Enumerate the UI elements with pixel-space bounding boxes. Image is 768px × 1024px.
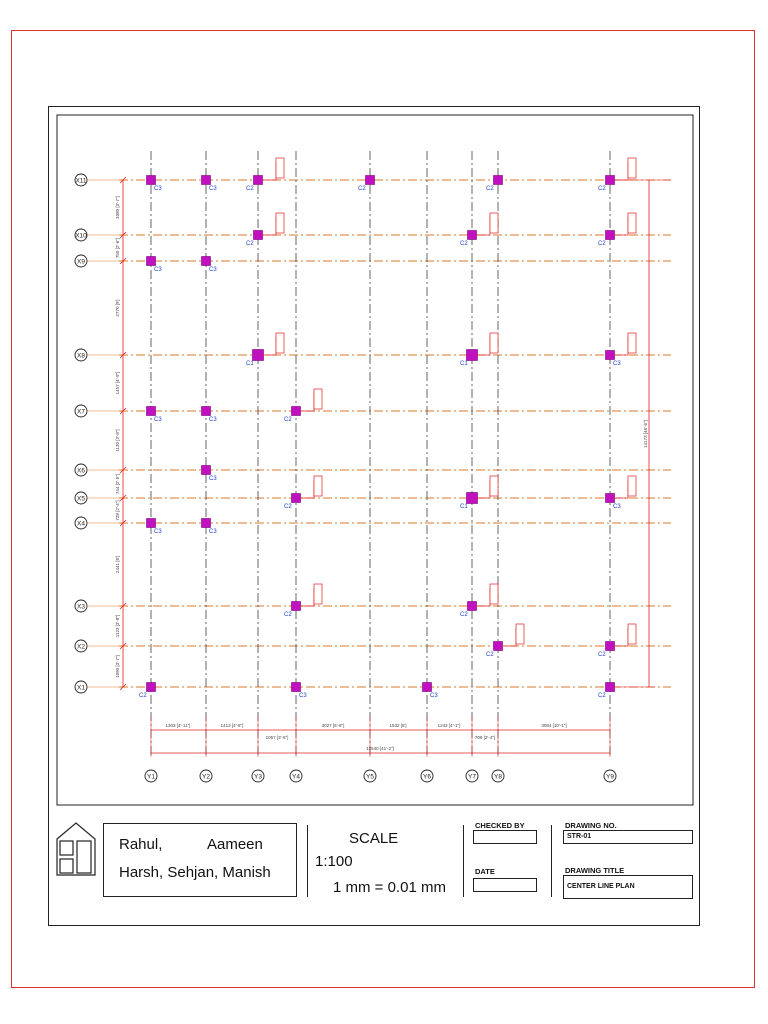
grid-label-y7: Y7 bbox=[468, 773, 476, 781]
column-9 bbox=[606, 231, 615, 240]
column-28 bbox=[147, 683, 156, 692]
column-leader-20 bbox=[476, 480, 490, 498]
column-23 bbox=[202, 519, 211, 528]
column-size-tag-3 bbox=[276, 158, 284, 178]
grid-label-y9: Y9 bbox=[606, 773, 614, 781]
date-field[interactable] bbox=[473, 878, 537, 892]
dim-bottom-text-1: 1303 [4'-11"] bbox=[165, 723, 191, 728]
grid-label-x9: X9 bbox=[77, 258, 85, 266]
column-19 bbox=[292, 494, 301, 503]
drawing-no-label: DRAWING NO. bbox=[565, 821, 617, 830]
dim-bottom-text-4: 1532 [5'] bbox=[389, 723, 407, 728]
dim-bottom-text-5: 1242 [4'-1"] bbox=[437, 723, 461, 728]
column-mark-23: C3 bbox=[209, 529, 217, 535]
grid-label-x10: X10 bbox=[75, 232, 87, 240]
column-15 bbox=[147, 407, 156, 416]
column-14 bbox=[606, 351, 615, 360]
column-size-tag-6 bbox=[628, 158, 636, 178]
column-mark-11: C3 bbox=[209, 267, 217, 273]
dim-left-text-7: 728 [2'-4"] bbox=[115, 500, 120, 521]
column-mark-31: C2 bbox=[598, 693, 606, 699]
column-mark-2: C3 bbox=[209, 186, 217, 192]
author-name-2: Aameen bbox=[207, 836, 263, 853]
column-mark-24: C2 bbox=[284, 612, 292, 618]
column-16 bbox=[202, 407, 211, 416]
dim-right-text: 14173 [46'-6"] bbox=[643, 420, 648, 448]
column-mark-15: C3 bbox=[154, 417, 162, 423]
column-mark-27: C2 bbox=[598, 652, 606, 658]
grid-label-x8: X8 bbox=[77, 352, 85, 360]
column-mark-21: C3 bbox=[613, 504, 621, 510]
column-27 bbox=[606, 642, 615, 651]
grid-label-y8: Y8 bbox=[494, 773, 502, 781]
column-leader-6 bbox=[614, 162, 628, 180]
dim-left-text-10: 1090 [3'-7"] bbox=[115, 655, 120, 678]
grid-label-y6: Y6 bbox=[423, 773, 431, 781]
grid-label-y5: Y5 bbox=[366, 773, 374, 781]
column-30 bbox=[423, 683, 432, 692]
column-size-tag-9 bbox=[628, 213, 636, 233]
column-3 bbox=[254, 176, 263, 185]
column-2 bbox=[202, 176, 211, 185]
grid-label-x3: X3 bbox=[77, 603, 85, 611]
column-size-tag-25 bbox=[490, 584, 498, 604]
column-mark-6: C2 bbox=[598, 186, 606, 192]
dim-left-text-5: 1130 [3'-8"] bbox=[115, 429, 120, 452]
column-size-tag-7 bbox=[276, 213, 284, 233]
drawing-no-field: STR-01 bbox=[563, 830, 693, 844]
column-size-tag-24 bbox=[314, 584, 322, 604]
dim-left-text-1: 1080 [3'-7"] bbox=[115, 196, 120, 219]
column-mark-5: C2 bbox=[486, 186, 494, 192]
drawing-title-field: CENTER LINE PLAN bbox=[563, 875, 693, 899]
column-mark-26: C2 bbox=[486, 652, 494, 658]
column-size-tag-27 bbox=[628, 624, 636, 644]
dim-bottom-text-9: 12540 [41'-2"] bbox=[366, 746, 394, 751]
column-4 bbox=[366, 176, 375, 185]
column-mark-12: C1 bbox=[246, 361, 254, 367]
column-13 bbox=[467, 350, 478, 361]
column-mark-7: C2 bbox=[246, 241, 254, 247]
grid-label-x4: X4 bbox=[77, 520, 85, 528]
divider-3 bbox=[551, 825, 552, 897]
column-mark-14: C3 bbox=[613, 361, 621, 367]
dim-left-text-6: 744 [2'-5"] bbox=[115, 473, 120, 495]
dim-left-text-2: 750 [2'-6"] bbox=[115, 237, 120, 259]
column-size-tag-17 bbox=[314, 389, 322, 409]
dim-left-text-4: 1457 [4'-9"] bbox=[115, 371, 120, 395]
column-leader-13 bbox=[476, 337, 490, 355]
column-10 bbox=[147, 257, 156, 266]
scale-ratio: 1:100 bbox=[315, 853, 353, 870]
house-logo-icon bbox=[55, 819, 97, 877]
column-mark-1: C3 bbox=[154, 186, 162, 192]
column-7 bbox=[254, 231, 263, 240]
column-leader-25 bbox=[476, 588, 490, 606]
column-20 bbox=[467, 493, 478, 504]
column-size-tag-8 bbox=[490, 213, 498, 233]
scale-label: SCALE bbox=[349, 830, 399, 847]
dim-bottom-text-3: 3027 [6'-8"] bbox=[321, 723, 345, 728]
column-mark-9: C2 bbox=[598, 241, 606, 247]
column-leader-9 bbox=[614, 217, 628, 235]
column-mark-17: C2 bbox=[284, 417, 292, 423]
column-8 bbox=[468, 231, 477, 240]
grid-label-y2: Y2 bbox=[202, 773, 210, 781]
grid-label-y3: Y3 bbox=[254, 773, 262, 781]
column-12 bbox=[253, 350, 264, 361]
grid-label-x1: X1 bbox=[77, 684, 85, 692]
column-size-tag-14 bbox=[628, 333, 636, 353]
column-size-tag-26 bbox=[516, 624, 524, 644]
drawing-title-label: DRAWING TITLE bbox=[565, 866, 625, 875]
dim-bottom-text-6: 3084 [10'-1"] bbox=[541, 723, 567, 728]
column-mark-10: C3 bbox=[154, 267, 162, 273]
authors-box bbox=[103, 823, 297, 897]
dim-bottom-text-7: 1057 [3'-6"] bbox=[265, 735, 289, 740]
column-31 bbox=[606, 683, 615, 692]
column-26 bbox=[494, 642, 503, 651]
scale-units: 1 mm = 0.01 mm bbox=[333, 879, 446, 896]
column-size-tag-13 bbox=[490, 333, 498, 353]
dim-bottom-text-2: 1413 [4'-8"] bbox=[220, 723, 244, 728]
column-leader-27 bbox=[614, 628, 628, 646]
column-leader-8 bbox=[476, 217, 490, 235]
column-5 bbox=[494, 176, 503, 185]
column-mark-29: C3 bbox=[299, 693, 307, 699]
column-25 bbox=[468, 602, 477, 611]
column-size-tag-12 bbox=[276, 333, 284, 353]
column-leader-24 bbox=[300, 588, 314, 606]
column-mark-8: C2 bbox=[460, 241, 468, 247]
column-24 bbox=[292, 602, 301, 611]
column-leader-21 bbox=[614, 480, 628, 498]
grid-label-y4: Y4 bbox=[292, 773, 300, 781]
column-leader-3 bbox=[262, 162, 276, 180]
dim-left-text-3: 2770 [9'] bbox=[115, 299, 120, 317]
column-leader-12 bbox=[262, 337, 276, 355]
checked-by-field[interactable] bbox=[473, 830, 537, 844]
checked-by-label: CHECKED BY bbox=[475, 821, 525, 830]
column-mark-30: C3 bbox=[430, 693, 438, 699]
grid-label-x7: X7 bbox=[77, 408, 85, 416]
grid-label-x6: X6 bbox=[77, 467, 85, 475]
grid-label-x11: X11 bbox=[75, 177, 87, 185]
grid-label-x2: X2 bbox=[77, 643, 85, 651]
dim-left-text-8: 2441 [8'] bbox=[115, 555, 120, 574]
column-size-tag-19 bbox=[314, 476, 322, 496]
column-leader-26 bbox=[502, 628, 516, 646]
column-mark-3: C2 bbox=[246, 186, 254, 192]
column-size-tag-20 bbox=[490, 476, 498, 496]
column-mark-16: C3 bbox=[209, 417, 217, 423]
column-mark-28: C2 bbox=[139, 693, 147, 699]
column-mark-20: C1 bbox=[460, 504, 468, 510]
column-leader-17 bbox=[300, 393, 314, 411]
divider-1 bbox=[307, 825, 308, 897]
column-leader-14 bbox=[614, 337, 628, 355]
column-1 bbox=[147, 176, 156, 185]
column-mark-19: C2 bbox=[284, 504, 292, 510]
dim-bottom-text-8: 709 [2'-4"] bbox=[474, 735, 496, 740]
column-mark-22: C3 bbox=[154, 529, 162, 535]
drawing-frame bbox=[48, 106, 700, 926]
column-22 bbox=[147, 519, 156, 528]
column-mark-4: C2 bbox=[358, 186, 366, 192]
column-leader-7 bbox=[262, 217, 276, 235]
column-mark-18: C3 bbox=[209, 476, 217, 482]
plan-inner-frame bbox=[57, 115, 693, 805]
structural-plan bbox=[49, 107, 699, 925]
column-6 bbox=[606, 176, 615, 185]
date-label: DATE bbox=[475, 867, 495, 876]
grid-label-y1: Y1 bbox=[147, 773, 155, 781]
column-17 bbox=[292, 407, 301, 416]
column-29 bbox=[292, 683, 301, 692]
column-size-tag-21 bbox=[628, 476, 636, 496]
column-mark-13: C1 bbox=[460, 361, 468, 367]
divider-2 bbox=[463, 825, 464, 897]
column-11 bbox=[202, 257, 211, 266]
column-mark-25: C2 bbox=[460, 612, 468, 618]
dim-left-text-9: 1123 [3'-8"] bbox=[115, 614, 120, 638]
author-names-line2: Harsh, Sehjan, Manish bbox=[119, 864, 271, 881]
author-name-1: Rahul, bbox=[119, 836, 163, 853]
grid-label-x5: X5 bbox=[77, 495, 85, 503]
column-21 bbox=[606, 494, 615, 503]
column-18 bbox=[202, 466, 211, 475]
column-leader-19 bbox=[300, 480, 314, 498]
